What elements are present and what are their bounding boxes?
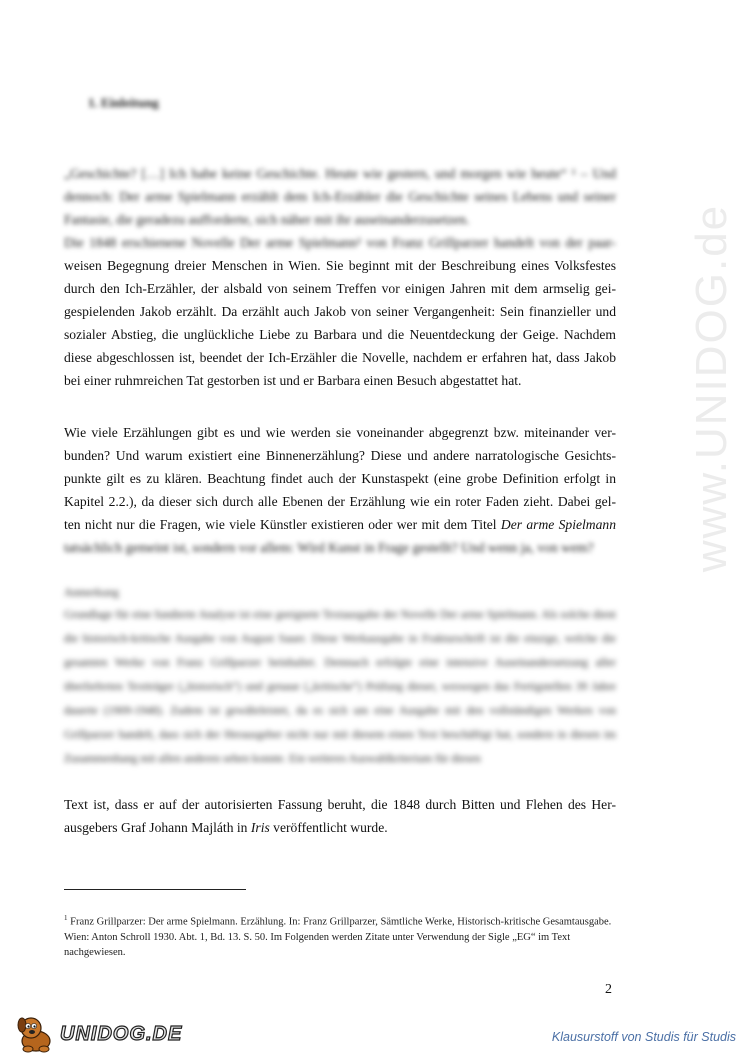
text-line: bei einer ruhmreichen Tat gestorben ist und er Barbara einen Besuch abgestattet hat.	[64, 373, 522, 388]
section-heading: 1. Einleitung	[88, 95, 159, 110]
text-line: sozialer Abstieg, die unglückliche Liebe zu Barbara und die Neuentdeckung der Geige. Nachdem	[64, 327, 616, 342]
text-line: punkte gilt es zu klären. Beachtung findet auch der Kunstaspekt (eine grobe Definition erfolgt in	[64, 471, 616, 486]
text-line	[64, 513, 616, 536]
footnote	[64, 911, 616, 960]
page-number: 2	[605, 982, 612, 997]
text-line: tatsächlich gemeint ist, sondern vor allem: Wird Kunst in Frage gestellt? Und wenn ja, von wem?	[64, 540, 594, 555]
text-line: Kapitel 2.2.), da dieser sich durch alle Ebenen der Erzählung wie ein roter Faden zieht. Dabei gel-	[64, 494, 616, 509]
text-segment: ten nicht nur die Fragen, wie viele Künstler existieren oder wer mit dem Titel	[64, 517, 501, 532]
note-clear-lines	[64, 793, 616, 839]
text-line: gespielenden Jakob erzählt. Da erzählt auch Jakob von seiner Vergangenheit: Sein finanzieller und	[64, 304, 616, 319]
journal-title: Iris	[250, 820, 270, 835]
footnote-text: Franz Grillparzer: Der arme Spielmann. Erzählung. In: Franz Grillparzer, Sämtliche Werke, Historisch-kritische Gesamtausgabe. Wien: Anton Schroll 1930. Abt. 1, Bd. 13. S. 50. Im Folgenden werden Zitate unter Verwendung der Sigle „EG“ im Text nachgewiesen.	[64, 916, 612, 958]
text-line: dennoch: Der arme Spielmann erzählt dem Ich-Erzähler die Geschichte seines Lebens und seiner	[64, 189, 616, 204]
text-line: Fantasie, die geradezu aufforderte, sich näher mit ihr auseinanderzusetzen.	[64, 212, 470, 227]
logo-text: UNIDOG.DE	[60, 1022, 183, 1045]
footnote-marker: 1	[64, 914, 68, 922]
watermark: www.UNIDOG.de	[687, 203, 736, 573]
unidog-logo[interactable]	[14, 1015, 182, 1053]
text-line: Wie viele Erzählungen gibt es und wie werden sie voneinander abgegrenzt bzw. miteinander ver-	[64, 425, 616, 440]
summary-paragraph	[64, 231, 616, 392]
footnote-divider	[64, 889, 246, 890]
note-body: Grundlage für eine fundierte Analyse ist eine geeignete Textausgabe der Novelle Der arme Spielmann. Als solche dient die historisch-kritische Ausgabe von August Sauer. Diese Werkausgabe in Frakturschrift ist die einzige, welche die gesamten Werke von Franz Grillparzer beinhaltet. Demnach erfolgte eine intensive Auseinandersetzung aller überlieferten Textträger („historisch“) und genaue („kritische“) Prüfung dieser, weswegen das Fertigstellen 39 Jahre dauerte (1909-1948). Zudem ist gewährleistet, da es sich um eine Ausgabe mit den vollständigen Werken von Grillparzer handelt, dass sich der Herausgeber nicht nur mit diesem einen Text beschäftigt hat, sondern in diesen im Zusammenhang mit allen anderen sehen konnte. Ein weiteres Auswahlkriterium für diesen	[64, 609, 616, 765]
intro-quote-paragraph	[64, 162, 616, 231]
note-title: Anmerkung	[64, 587, 119, 599]
footer-tagline: Klausurstoff von Studis für Studis	[551, 1030, 736, 1044]
work-title: Der arme Spielmann	[500, 517, 617, 532]
text-segment: veröffentlicht wurde.	[269, 820, 388, 835]
text-line	[64, 816, 616, 839]
questions-paragraph	[64, 421, 616, 559]
text-line: diese abgeschlossen ist, beendet der Ich-Erzähler die Novelle, nachdem er erfahren hat, dass Jakob	[64, 350, 616, 365]
text-line: weisen Begegnung dreier Menschen in Wien. Sie beginnt mit der Beschreibung eines Volksfestes	[64, 258, 616, 273]
text-line: Die 1848 erschienene Novelle Der arme Spielmann² von Franz Grillparzer handelt von der paar-	[64, 235, 616, 250]
text-line: „Geschichte? […] Ich habe keine Geschichte. Heute wie gestern, und morgen wie heute“ ¹ – Und	[64, 166, 616, 181]
text-line: bunden? Und warum existiert eine Binnenerzählung? Diese und andere narratologische Gesichts-	[64, 448, 616, 463]
dog-mascot-icon	[14, 1015, 58, 1053]
text-line: durch den Ich-Erzähler, der alsbald von seinem Treffen vor einigen Jahren mit dem armselig gei-	[64, 281, 616, 296]
text-line: Text ist, dass er auf der autorisierten Fassung beruht, die 1848 durch Bitten und Flehen des Her-	[64, 797, 616, 812]
text-segment: ausgebers Graf Johann Majláth in	[64, 820, 251, 835]
